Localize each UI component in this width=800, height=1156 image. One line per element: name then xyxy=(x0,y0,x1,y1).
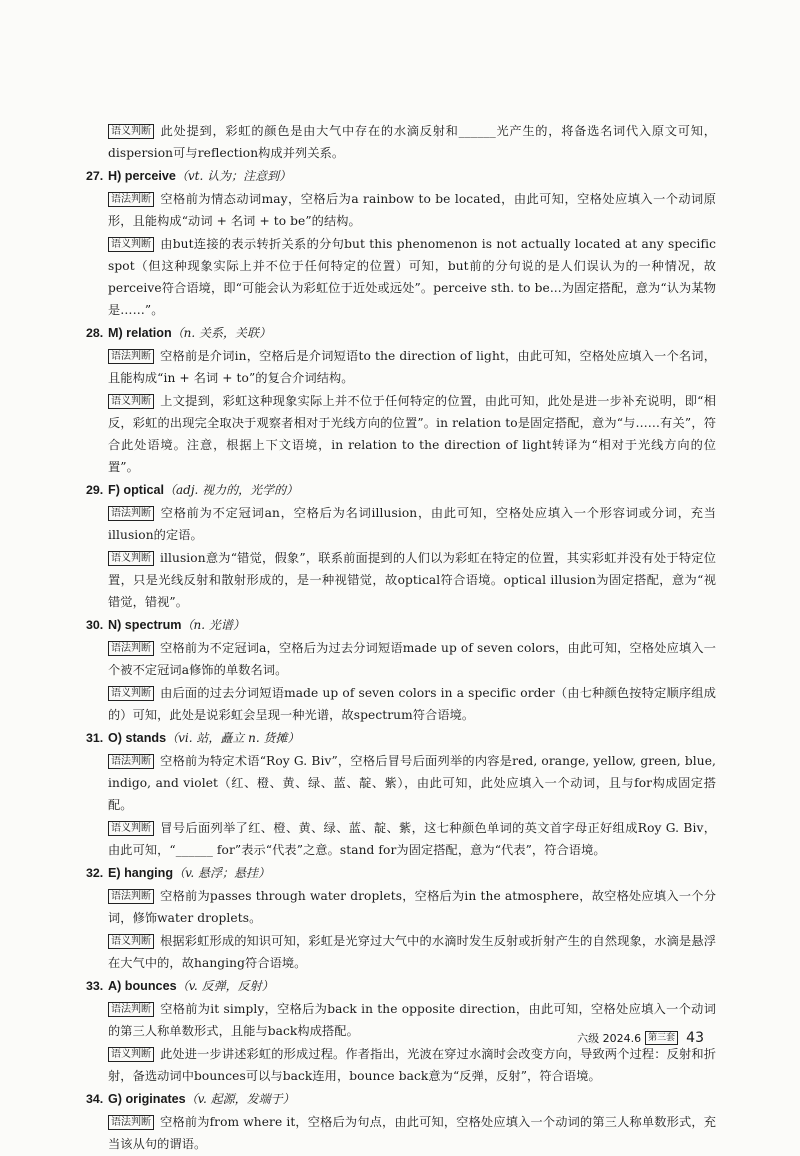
intro-paragraph xyxy=(108,120,716,164)
judgement-tag: 语义判断 xyxy=(108,237,154,252)
answer-word: A) bounces xyxy=(108,979,177,993)
item-heading xyxy=(86,1088,716,1110)
footer-grade: 六级 2024.6 xyxy=(577,1032,642,1045)
explanation-text: 空格前为特定术语“Roy G. Biv”，空格后冒号后面列举的内容是red, orange, yellow, green, blue, indigo, and violet（红、橙、黄、绿、蓝、靛、紫），由此可知，此处应填入一个动词，且与for构成固定搭配。 xyxy=(108,754,716,812)
answer-word: G) originates xyxy=(108,1092,186,1106)
item-number: 28. xyxy=(86,326,104,340)
judgement-tag: 语法判断 xyxy=(108,641,154,656)
explanation-text: 由后面的过去分词短语made up of seven colors in a specific order（由七种颜色按特定顺序组成的）可知，此处是说彩虹会呈现一种光谱，故spectrum符合语境。 xyxy=(108,686,716,722)
part-of-speech: （n. 关系，关联） xyxy=(171,326,272,340)
answer-word: O) stands xyxy=(108,731,167,745)
judgement-tag: 语法判断 xyxy=(108,192,154,207)
answer-word: F) optical xyxy=(108,483,164,497)
explanation-text: 上文提到，彩虹这种现象实际上并不位于任何特定的位置，由此可知，此处是进一步补充说明，即“相反，彩虹的出现完全取决于观察者相对于光线方向的位置”。in relation to是固定搭配，意为“与……有关”，符合此处语境。注意，根据上下文语境，in relation to the direction of light转译为“相对于光线方向的位置”。 xyxy=(108,394,716,474)
explanation-paragraph xyxy=(108,390,716,478)
explanation-text: 由but连接的表示转折关系的分句but this phenomenon is not actually located at any specific spot（但这种现象实际上并不位于任何特定的位置）可知，but前的分句说的是人们误认为的一种情况，故perceive符合语境，即“可能会认为彩虹位于近处或远处”。perceive sth. to be...为固定搭配，意为“认为某物是……”。 xyxy=(108,237,716,317)
item-heading xyxy=(86,975,716,997)
part-of-speech: （v. 悬浮；悬挂） xyxy=(173,866,271,880)
item-number: 34. xyxy=(86,1092,104,1106)
explanation-paragraph xyxy=(108,188,716,232)
item-number: 27. xyxy=(86,169,104,183)
explanation-text: illusion意为“错觉，假象”，联系前面提到的人们以为彩虹在特定的位置，其实彩虹并没有处于特定位置，只是光线反射和散射形成的，是一种视错觉，故optical符合语境。optical illusion为固定搭配，意为“视错觉，错视”。 xyxy=(108,551,716,609)
explanation-text: 空格前为from where it，空格后为句点，由此可知，空格处应填入一个动词的第三人称单数形式，充当该从句的谓语。 xyxy=(108,1115,716,1151)
intro-text: 此处提到，彩虹的颜色是由大气中存在的水滴反射和______光产生的，将备选名词代入原文可知，dispersion可与reflection构成并列关系。 xyxy=(108,124,716,160)
item-number: 30. xyxy=(86,618,104,632)
item-heading xyxy=(86,727,716,749)
explanation-text: 空格前为passes through water droplets，空格后为in the atmosphere，故空格处应填入一个分词，修饰water droplets。 xyxy=(108,889,716,925)
item-number: 29. xyxy=(86,483,104,497)
judgement-tag: 语义判断 xyxy=(108,934,154,949)
item-heading xyxy=(86,165,716,187)
explanation-text: 空格前为情态动词may，空格后为a rainbow to be located，由此可知，空格处应填入一个动词原形，且能构成“动词 + 名词 + to be”的结构。 xyxy=(108,192,716,228)
explanation-text: 冒号后面列举了红、橙、黄、绿、蓝、靛、紫，这七种颜色单词的英文首字母正好组成Roy G. Biv，由此可知，“______ for”表示“代表”之意。stand for为固定搭配，意为“代表”，符合语境。 xyxy=(108,821,716,857)
explanation-text: 空格前是介词in，空格后是介词短语to the direction of light，由此可知，空格处应填入一个名词，且能构成“in + 名词 + to”的复合介词结构。 xyxy=(108,349,716,385)
part-of-speech: （v. 起源，发端于） xyxy=(185,1092,295,1106)
answer-word: M) relation xyxy=(108,326,172,340)
explanation-paragraph xyxy=(108,930,716,974)
part-of-speech: （adj. 视力的，光学的） xyxy=(163,483,299,497)
part-of-speech: （vi. 站，矗立 n. 货摊） xyxy=(166,731,300,745)
judgement-tag: 语法判断 xyxy=(108,1115,154,1130)
explanation-paragraph xyxy=(108,1043,716,1087)
explanation-paragraph xyxy=(108,885,716,929)
part-of-speech: （v. 反弹，反射） xyxy=(176,979,274,993)
answer-word: N) spectrum xyxy=(108,618,182,632)
answer-word: H) perceive xyxy=(108,169,176,183)
judgement-tag: 语义判断 xyxy=(108,1047,154,1062)
footer-issue-badge: 第三套 xyxy=(645,1031,678,1045)
judgement-tag: 语法判断 xyxy=(108,1002,154,1017)
explanation-body xyxy=(86,120,716,1156)
item-heading xyxy=(86,479,716,501)
item-number: 31. xyxy=(86,731,104,745)
item-heading xyxy=(86,322,716,344)
judgement-tag: 语义判断 xyxy=(108,551,154,566)
judgement-tag: 语法判断 xyxy=(108,754,154,769)
explanation-text: 空格前为不定冠词a，空格后为过去分词短语made up of seven colors，由此可知，空格处应填入一个被不定冠词a修饰的单数名词。 xyxy=(108,641,716,677)
explanation-paragraph xyxy=(108,547,716,613)
page-number: 43 xyxy=(686,1030,704,1046)
judgement-tag: 语义判断 xyxy=(108,686,154,701)
explanation-text: 此处进一步讲述彩虹的形成过程。作者指出，光波在穿过水滴时会改变方向，导致两个过程：反射和折射，备选动词中bounces可以与back连用，bounce back意为“反弹，反射”，符合语境。 xyxy=(108,1047,716,1083)
explanation-paragraph xyxy=(108,233,716,321)
judgement-tag: 语法判断 xyxy=(108,889,154,904)
part-of-speech: （vt. 认为；注意到） xyxy=(175,169,292,183)
explanation-paragraph xyxy=(108,750,716,816)
item-number: 32. xyxy=(86,866,104,880)
explanation-paragraph xyxy=(108,502,716,546)
judgement-tag: 语义判断 xyxy=(108,821,154,836)
judgement-tag: 语法判断 xyxy=(108,506,154,521)
explanation-text: 空格前为不定冠词an，空格后为名词illusion，由此可知，空格处应填入一个形容词或分词，充当illusion的定语。 xyxy=(108,506,716,542)
explanation-text: 根据彩虹形成的知识可知，彩虹是光穿过大气中的水滴时发生反射或折射产生的自然现象，水滴是悬浮在大气中的，故hanging符合语境。 xyxy=(108,934,716,970)
explanation-paragraph xyxy=(108,817,716,861)
judgement-tag: 语义判断 xyxy=(108,394,154,409)
semantic-tag: 语义判断 xyxy=(108,124,154,139)
item-number: 33. xyxy=(86,979,104,993)
explanation-paragraph xyxy=(108,1111,716,1155)
explanation-text: 空格前为it simply，空格后为back in the opposite direction，由此可知，空格处应填入一个动词的第三人称单数形式，且能与back构成搭配。 xyxy=(108,1002,716,1038)
item-heading xyxy=(86,614,716,636)
part-of-speech: （n. 光谱） xyxy=(181,618,245,632)
page-footer xyxy=(577,1030,704,1046)
answer-word: E) hanging xyxy=(108,866,174,880)
item-heading xyxy=(86,862,716,884)
explanation-paragraph xyxy=(108,682,716,726)
explanation-paragraph xyxy=(108,345,716,389)
explanation-paragraph xyxy=(108,637,716,681)
judgement-tag: 语法判断 xyxy=(108,349,154,364)
